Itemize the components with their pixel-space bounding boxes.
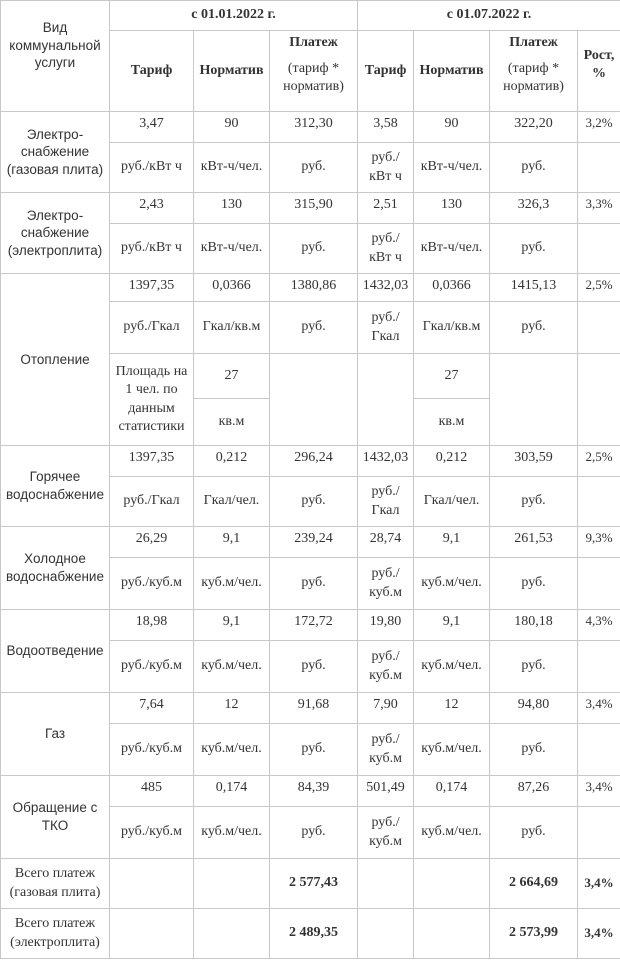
unit-payment-1: руб. (270, 807, 358, 859)
header-payment-label: Платеж (509, 35, 558, 50)
value-tariff-1: 7,64 (110, 693, 194, 724)
value-growth: 9,3% (578, 527, 620, 558)
empty-cell (358, 859, 414, 909)
value-norm-1: 130 (194, 193, 270, 224)
header-payment-formula: (тариф * норматив) (283, 61, 344, 95)
service-name: Отопление (1, 274, 110, 446)
unit-norm-2: кВт-ч/чел. (414, 224, 490, 274)
value-growth: 2,5% (578, 274, 620, 302)
unit-norm-2: Гкал/кв.м (414, 302, 490, 354)
unit-norm-2: Гкал/чел. (414, 477, 490, 527)
empty-cell (578, 302, 620, 354)
unit-payment-1: руб. (270, 477, 358, 527)
value-payment-2: 94,80 (490, 693, 578, 724)
unit-payment-1: руб. (270, 224, 358, 274)
header-payment-label: Платеж (289, 35, 338, 50)
value-tariff-2: 19,80 (358, 610, 414, 641)
value-payment-1: 172,72 (270, 610, 358, 641)
unit-tariff-2: руб./ Гкал (358, 302, 414, 354)
unit-norm-2: куб.м/чел. (414, 641, 490, 693)
total-payment-1: 2 489,35 (270, 909, 358, 959)
unit-tariff-1: руб./кВт ч (110, 143, 194, 193)
unit-tariff-2: руб./ куб.м (358, 724, 414, 776)
unit-tariff-1: руб./куб.м (110, 724, 194, 776)
empty-cell (578, 143, 620, 193)
unit-tariff-1: руб./куб.м (110, 558, 194, 610)
empty-cell (414, 909, 490, 959)
service-name: Обращение с ТКО (1, 776, 110, 859)
table-row (1, 693, 620, 724)
table-row (1, 527, 620, 558)
unit-payment-2: руб. (490, 558, 578, 610)
value-payment-2: 326,3 (490, 193, 578, 224)
value-payment-2: 180,18 (490, 610, 578, 641)
unit-payment-1: руб. (270, 724, 358, 776)
value-payment-1: 91,68 (270, 693, 358, 724)
unit-norm-1: куб.м/чел. (194, 724, 270, 776)
total-payment-1: 2 577,43 (270, 859, 358, 909)
header-payment-2 (490, 31, 578, 112)
empty-cell (358, 909, 414, 959)
service-name: Холодное водоснабжение (1, 527, 110, 610)
unit-norm-1: куб.м/чел. (194, 641, 270, 693)
unit-payment-2: руб. (490, 224, 578, 274)
value-norm-2: 130 (414, 193, 490, 224)
unit-norm-1: кВт-ч/чел. (194, 143, 270, 193)
empty-cell (110, 859, 194, 909)
unit-norm-1: Гкал/кв.м (194, 302, 270, 354)
unit-tariff-1: руб./куб.м (110, 807, 194, 859)
value-payment-2: 87,26 (490, 776, 578, 807)
value-payment-2: 322,20 (490, 112, 578, 143)
value-payment-1: 296,24 (270, 446, 358, 477)
value-tariff-2: 28,74 (358, 527, 414, 558)
value-tariff-2: 1432,03 (358, 446, 414, 477)
unit-payment-1: руб. (270, 558, 358, 610)
unit-payment-2: руб. (490, 724, 578, 776)
empty-cell (578, 477, 620, 527)
value-tariff-1: 1397,35 (110, 446, 194, 477)
unit-tariff-1: руб./кВт ч (110, 224, 194, 274)
value-norm-2: 12 (414, 693, 490, 724)
header-norm-1: Норматив (194, 31, 270, 112)
header-tariff-1: Тариф (110, 31, 194, 112)
unit-payment-1: руб. (270, 302, 358, 354)
value-norm-1: 12 (194, 693, 270, 724)
value-norm-1: 0,0366 (194, 274, 270, 302)
value-norm-1: 9,1 (194, 527, 270, 558)
service-name: Горячее водоснабжение (1, 446, 110, 527)
value-norm-2: 0,212 (414, 446, 490, 477)
value-payment-1: 84,39 (270, 776, 358, 807)
service-name: Электро-снабжение (электроплита) (1, 193, 110, 274)
unit-payment-2: руб. (490, 143, 578, 193)
unit-norm-2: куб.м/чел. (414, 558, 490, 610)
value-norm-2: 90 (414, 112, 490, 143)
empty-cell (270, 354, 358, 446)
empty-cell (578, 354, 620, 446)
unit-tariff-1: руб./куб.м (110, 641, 194, 693)
header-growth: Рост, % (578, 31, 620, 112)
service-name: Электро-снабжение (газовая плита) (1, 112, 110, 193)
unit-payment-2: руб. (490, 641, 578, 693)
empty-cell (578, 807, 620, 859)
total-growth: 3,4% (578, 909, 620, 959)
empty-cell (110, 909, 194, 959)
value-payment-2: 303,59 (490, 446, 578, 477)
unit-norm-1: Гкал/чел. (194, 477, 270, 527)
area-value-1: 27 (194, 354, 270, 399)
unit-tariff-2: руб./ кВт ч (358, 224, 414, 274)
value-tariff-2: 1432,03 (358, 274, 414, 302)
unit-tariff-2: руб./ кВт ч (358, 143, 414, 193)
table-row (1, 610, 620, 641)
value-tariff-1: 2,43 (110, 193, 194, 224)
value-growth: 3,3% (578, 193, 620, 224)
total-row (1, 859, 620, 909)
value-norm-2: 9,1 (414, 527, 490, 558)
value-norm-2: 9,1 (414, 610, 490, 641)
empty-cell (578, 224, 620, 274)
unit-norm-1: кВт-ч/чел. (194, 224, 270, 274)
value-norm-1: 90 (194, 112, 270, 143)
unit-norm-1: куб.м/чел. (194, 807, 270, 859)
empty-cell (358, 354, 414, 446)
value-tariff-1: 485 (110, 776, 194, 807)
header-norm-2: Норматив (414, 31, 490, 112)
header-payment-formula: (тариф * норматив) (503, 61, 564, 95)
value-growth: 3,4% (578, 693, 620, 724)
unit-payment-2: руб. (490, 807, 578, 859)
service-name: Газ (1, 693, 110, 776)
value-norm-2: 0,0366 (414, 274, 490, 302)
total-payment-2: 2 573,99 (490, 909, 578, 959)
table-row (1, 776, 620, 807)
header-service: Вид коммунальной услуги (1, 1, 110, 112)
unit-tariff-2: руб./ куб.м (358, 807, 414, 859)
value-growth: 3,2% (578, 112, 620, 143)
table-row (1, 446, 620, 477)
value-tariff-1: 1397,35 (110, 274, 194, 302)
empty-cell (194, 859, 270, 909)
total-label: Всего платеж (электроплита) (1, 909, 110, 959)
value-growth: 2,5% (578, 446, 620, 477)
value-payment-1: 239,24 (270, 527, 358, 558)
unit-payment-2: руб. (490, 302, 578, 354)
header-tariff-2: Тариф (358, 31, 414, 112)
value-payment-1: 1380,86 (270, 274, 358, 302)
value-tariff-1: 26,29 (110, 527, 194, 558)
total-payment-2: 2 664,69 (490, 859, 578, 909)
unit-tariff-1: руб./Гкал (110, 302, 194, 354)
value-tariff-2: 3,58 (358, 112, 414, 143)
empty-cell (578, 641, 620, 693)
unit-norm-2: куб.м/чел. (414, 807, 490, 859)
header-payment-1 (270, 31, 358, 112)
table-row (1, 274, 620, 302)
unit-payment-1: руб. (270, 641, 358, 693)
unit-payment-2: руб. (490, 477, 578, 527)
unit-tariff-2: руб./ Гкал (358, 477, 414, 527)
total-row (1, 909, 620, 959)
unit-norm-2: куб.м/чел. (414, 724, 490, 776)
empty-cell (414, 859, 490, 909)
empty-cell (194, 909, 270, 959)
value-norm-1: 0,174 (194, 776, 270, 807)
area-value-2: 27 (414, 354, 490, 399)
value-tariff-1: 3,47 (110, 112, 194, 143)
value-payment-1: 312,30 (270, 112, 358, 143)
value-norm-1: 9,1 (194, 610, 270, 641)
value-growth: 3,4% (578, 776, 620, 807)
value-tariff-1: 18,98 (110, 610, 194, 641)
total-growth: 3,4% (578, 859, 620, 909)
value-tariff-2: 2,51 (358, 193, 414, 224)
header-period-1: с 01.01.2022 г. (110, 1, 358, 31)
unit-tariff-1: руб./Гкал (110, 477, 194, 527)
value-tariff-2: 7,90 (358, 693, 414, 724)
empty-cell (578, 558, 620, 610)
area-label: Площадь на 1 чел. по данным статистики (110, 354, 194, 446)
empty-cell (578, 724, 620, 776)
table-row (1, 112, 620, 143)
value-norm-2: 0,174 (414, 776, 490, 807)
area-unit-2: кв.м (414, 399, 490, 446)
unit-norm-1: куб.м/чел. (194, 558, 270, 610)
value-growth: 4,3% (578, 610, 620, 641)
area-unit-1: кв.м (194, 399, 270, 446)
unit-payment-1: руб. (270, 143, 358, 193)
value-tariff-2: 501,49 (358, 776, 414, 807)
value-norm-1: 0,212 (194, 446, 270, 477)
value-payment-2: 1415,13 (490, 274, 578, 302)
total-label: Всего платеж (газовая плита) (1, 859, 110, 909)
unit-tariff-2: руб./ куб.м (358, 558, 414, 610)
header-period-2: с 01.07.2022 г. (358, 1, 620, 31)
empty-cell (490, 354, 578, 446)
service-name: Водоотведение (1, 610, 110, 693)
unit-norm-2: кВт-ч/чел. (414, 143, 490, 193)
table-row (1, 193, 620, 224)
unit-tariff-2: руб./ куб.м (358, 641, 414, 693)
header-row-periods (1, 1, 620, 31)
value-payment-1: 315,90 (270, 193, 358, 224)
value-payment-2: 261,53 (490, 527, 578, 558)
